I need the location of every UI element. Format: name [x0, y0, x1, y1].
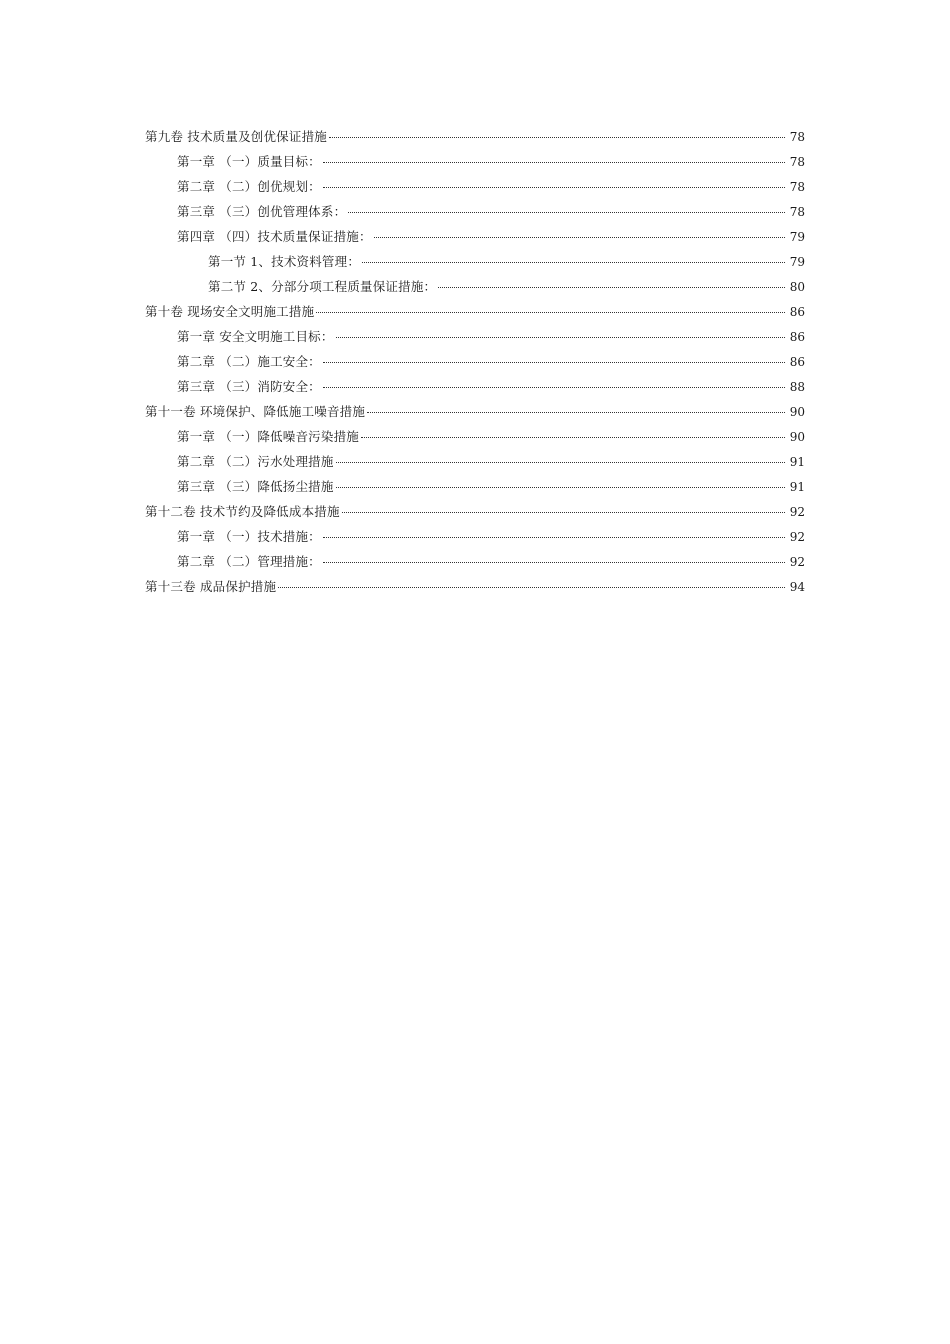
toc-entry-title: 第四章 （四）技术质量保证措施： [177, 229, 372, 244]
toc-entry[interactable] [0, 324, 950, 349]
toc-entry[interactable] [0, 399, 950, 424]
toc-entry-page: 91 [789, 480, 805, 494]
toc-entry[interactable] [0, 349, 950, 374]
toc-entry-title: 第一章 安全文明施工目标： [177, 329, 334, 344]
toc-entry-page: 94 [789, 580, 805, 594]
dot-leader [278, 586, 785, 588]
toc-entry-title: 第十一卷 环境保护、降低施工噪音措施 [145, 404, 366, 419]
toc-entry[interactable] [0, 299, 950, 324]
toc-entry-page: 78 [789, 205, 805, 219]
toc-entry-title: 第十二卷 技术节约及降低成本措施 [145, 504, 340, 519]
dot-leader [323, 561, 785, 563]
toc-entry-page: 86 [789, 330, 805, 344]
dot-leader [323, 386, 785, 388]
toc-entry[interactable] [0, 224, 950, 249]
toc-entry[interactable] [0, 124, 950, 149]
dot-leader [323, 536, 785, 538]
toc-entry-title: 第一章 （一）降低噪音污染措施 [177, 429, 359, 444]
dot-leader [316, 311, 785, 313]
dot-leader [336, 336, 785, 338]
toc-entry-page: 88 [789, 380, 805, 394]
toc-entry-title: 第二章 （二）污水处理措施 [177, 454, 334, 469]
dot-leader [336, 461, 785, 463]
toc-entry[interactable] [0, 499, 950, 524]
toc-entry-page: 86 [789, 355, 805, 369]
toc-entry-page: 90 [789, 430, 805, 444]
toc-entry-title: 第三章 （三）创优管理体系： [177, 204, 347, 219]
dot-leader [342, 511, 785, 513]
toc-entry-page: 91 [789, 455, 805, 469]
table-of-contents [0, 124, 950, 599]
dot-leader [362, 261, 785, 263]
toc-entry[interactable] [0, 174, 950, 199]
toc-entry-page: 92 [789, 505, 805, 519]
toc-entry[interactable] [0, 474, 950, 499]
toc-entry[interactable] [0, 249, 950, 274]
toc-entry[interactable] [0, 449, 950, 474]
toc-entry-title: 第二章 （二）施工安全： [177, 354, 321, 369]
toc-entry-page: 79 [789, 255, 805, 269]
dot-leader [438, 286, 785, 288]
toc-entry-page: 78 [789, 155, 805, 169]
toc-entry-page: 86 [789, 305, 805, 319]
dot-leader [329, 136, 785, 138]
toc-entry-title: 第二节 2、分部分项工程质量保证措施： [208, 279, 437, 294]
toc-entry-page: 78 [789, 180, 805, 194]
toc-entry[interactable] [0, 274, 950, 299]
toc-entry[interactable] [0, 524, 950, 549]
toc-entry[interactable] [0, 424, 950, 449]
toc-entry-page: 78 [789, 130, 805, 144]
toc-entry[interactable] [0, 574, 950, 599]
dot-leader [374, 236, 785, 238]
toc-entry[interactable] [0, 549, 950, 574]
toc-entry-page: 90 [789, 405, 805, 419]
toc-entry-page: 79 [789, 230, 805, 244]
dot-leader [323, 186, 785, 188]
toc-entry-page: 92 [789, 530, 805, 544]
toc-entry[interactable] [0, 374, 950, 399]
toc-entry-page: 80 [789, 280, 805, 294]
toc-entry-page: 92 [789, 555, 805, 569]
toc-entry-title: 第三章 （三）消防安全： [177, 379, 321, 394]
toc-entry-title: 第二章 （二）创优规划： [177, 179, 321, 194]
toc-entry-title: 第一节 1、技术资料管理： [208, 254, 361, 269]
toc-entry-title: 第九卷 技术质量及创优保证措施 [145, 129, 327, 144]
dot-leader [323, 161, 785, 163]
dot-leader [336, 486, 785, 488]
dot-leader [348, 211, 785, 213]
toc-entry[interactable] [0, 199, 950, 224]
toc-entry-title: 第十三卷 成品保护措施 [145, 579, 277, 594]
dot-leader [367, 411, 785, 413]
toc-entry-title: 第三章 （三）降低扬尘措施 [177, 479, 334, 494]
dot-leader [361, 436, 785, 438]
toc-entry[interactable] [0, 149, 950, 174]
toc-entry-title: 第一章 （一）质量目标： [177, 154, 321, 169]
dot-leader [323, 361, 785, 363]
toc-entry-title: 第十卷 现场安全文明施工措施 [145, 304, 315, 319]
toc-entry-title: 第一章 （一）技术措施： [177, 529, 321, 544]
toc-entry-title: 第二章 （二）管理措施： [177, 554, 321, 569]
